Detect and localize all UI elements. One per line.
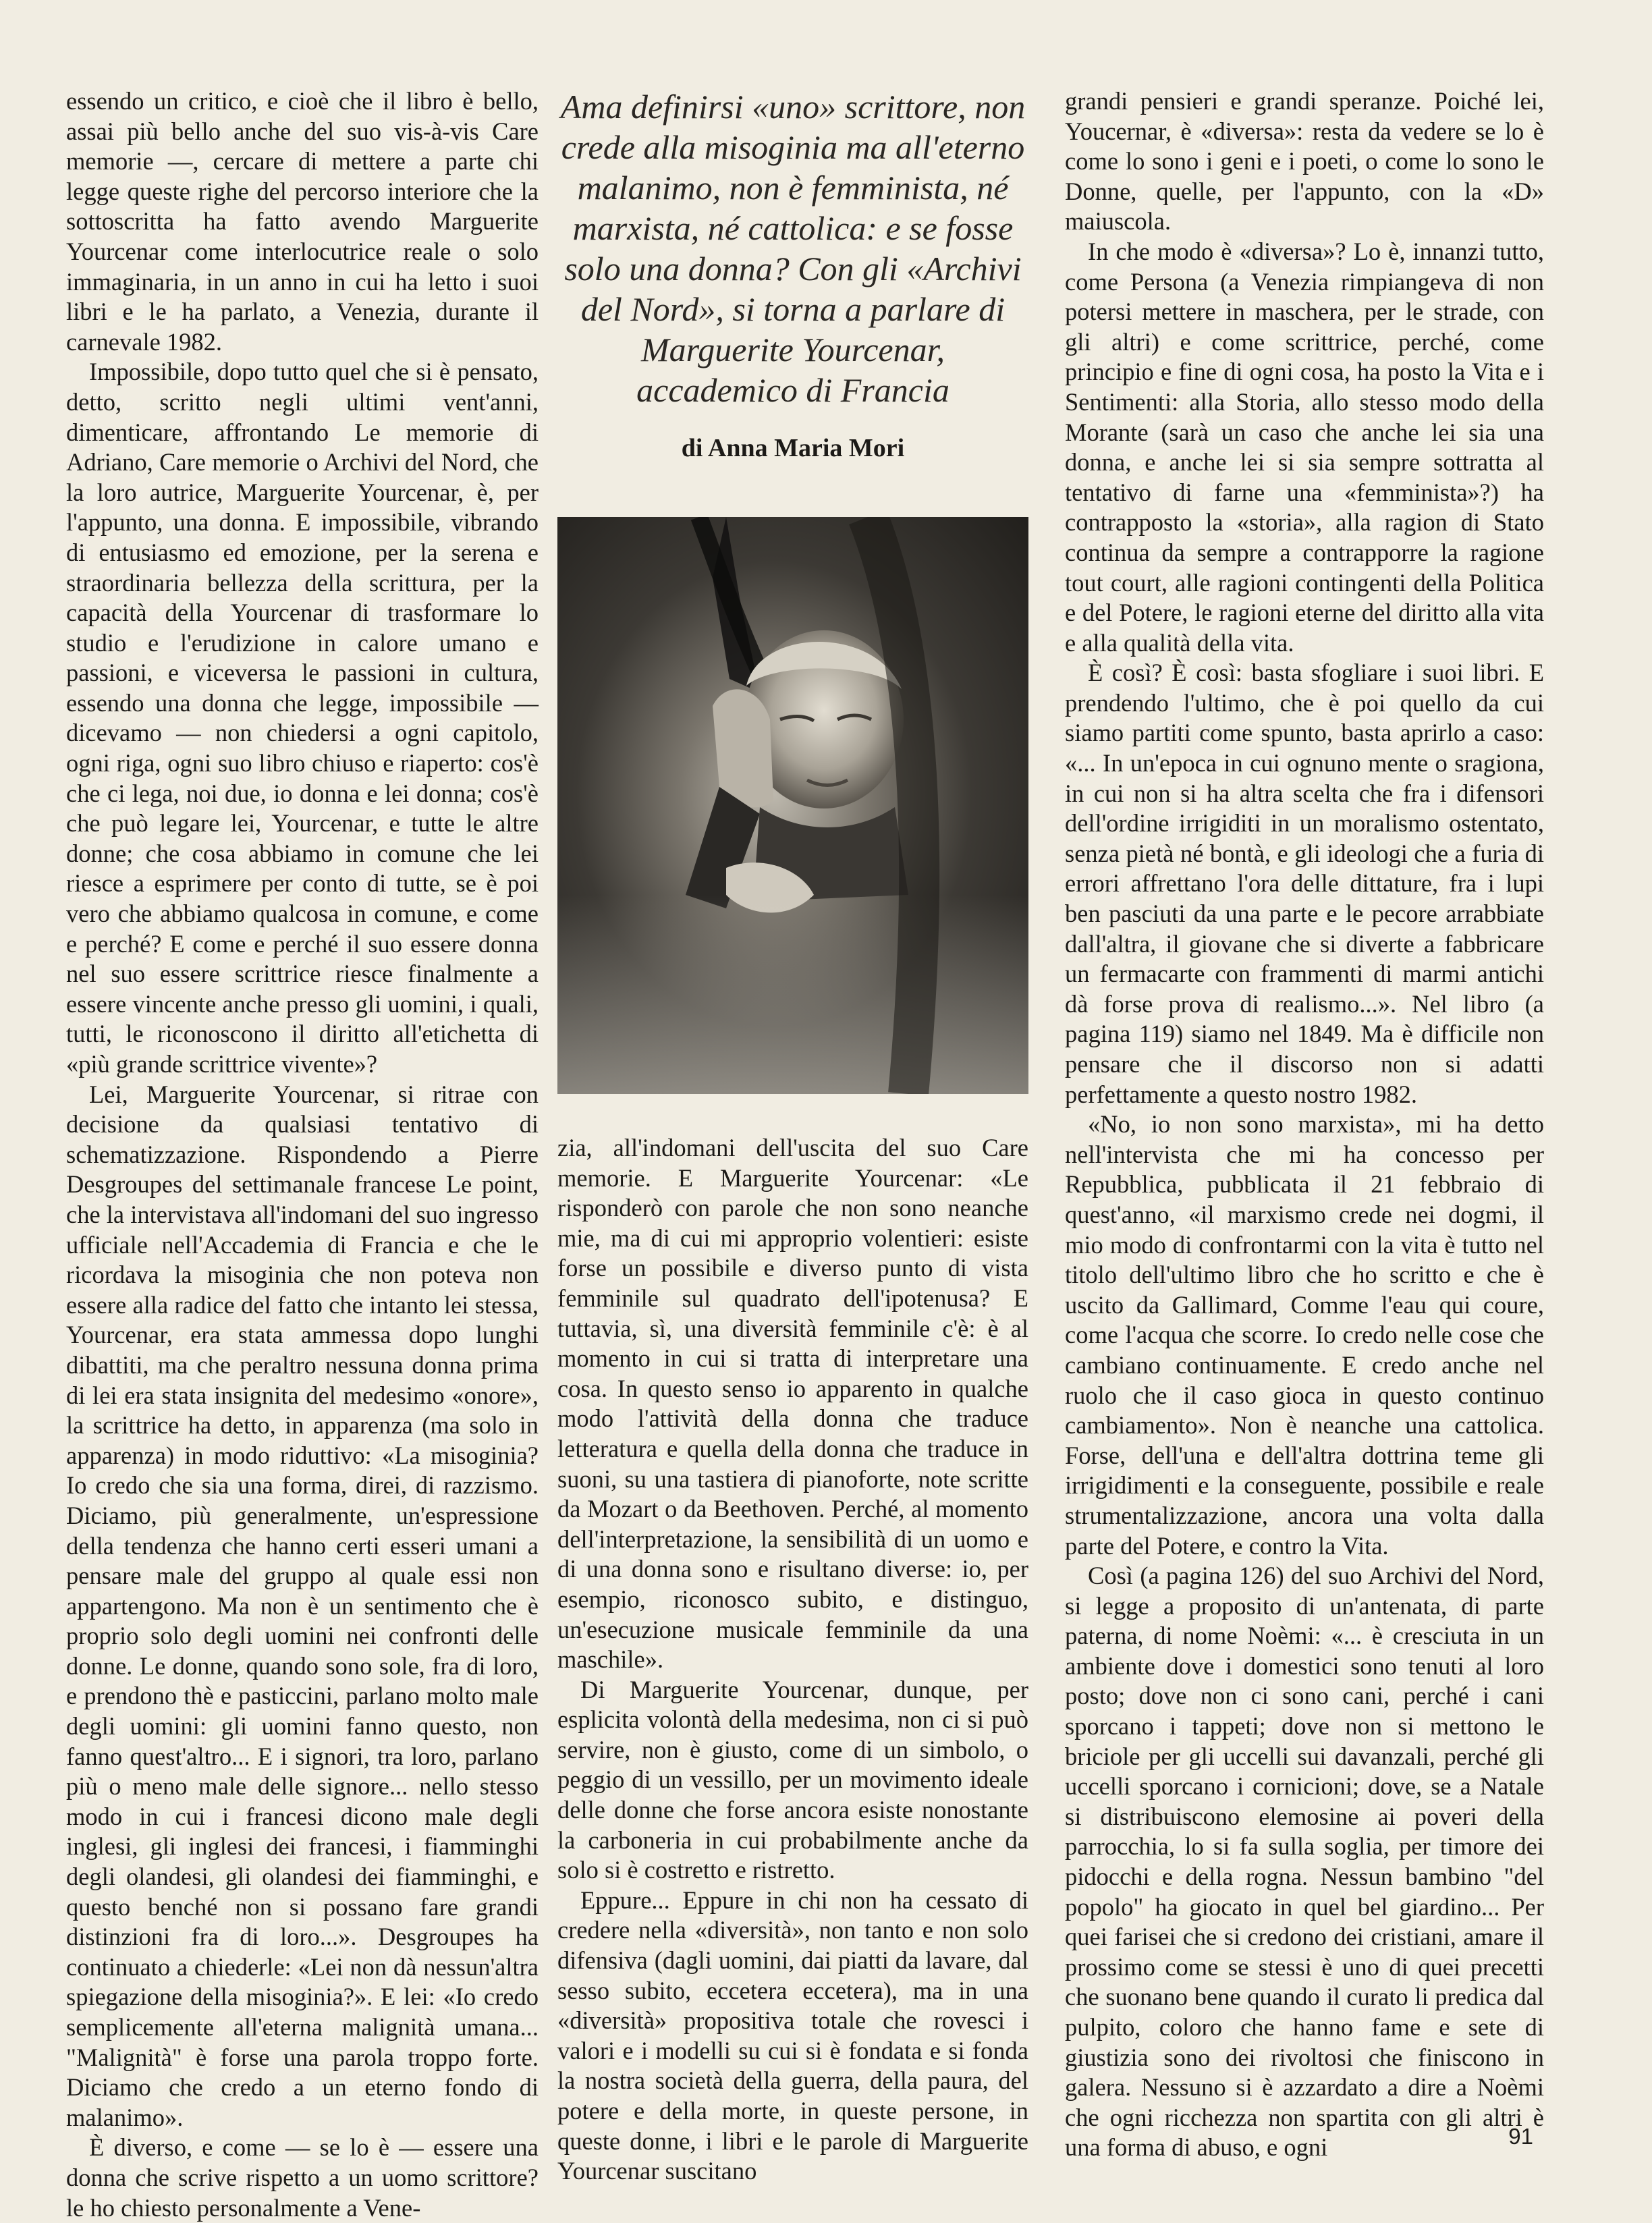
right-column (1065, 86, 1544, 2163)
body-paragraph: Di Marguerite Yourcenar, dunque, per esplicita volontà della medesima, non ci si può servire, non è giusto, come di un simbolo, o peggio di un vessillo, per un movimento ideale delle donne che forse ancora esiste nonostante la carboneria in cui probabilmente anche da solo si è costretto e ristretto. (557, 1675, 1028, 1884)
body-paragraph: zia, all'indomani dell'uscita del suo Care memorie. E Marguerite Yourcenar: «Le risponderò con parole che non sono neanche mie, ma di cui mi approprio volentieri: esiste forse un possibile e diverso punto di vista femminile sul quadrato dell'ipotenusa? E tuttavia, sì, una diversità femminile c'è: è al momento in cui si tratta di interpretare una cosa. In questo senso io apparento in qualche modo l'attività della donna che traduce letteratura e quella della donna che traduce in suoni, su una tastiera di pianoforte, note scritte da Mozart o da Beethoven. Perché, al momento dell'interpretazione, la sensibilità di un uomo e di una donna sono e risultano diverse: io, per esempio, riconosco subito, e distinguo, un'esecuzione musicale femminile da una maschile». (557, 1134, 1028, 1674)
body-paragraph: essendo un critico, e cioè che il libro è bello, assai più bello anche del suo vis-à-vis Care memorie —, cercare di mettere a parte chi legge queste righe del percorso interiore che la sottoscritta ha fatto avendo Marguerite Yourcenar come interlocutrice reale o solo immaginaria, in un anno in cui ha letto i suoi libri e le ha parlato, a Venezia, durante il carnevale 1982. (66, 87, 539, 356)
body-paragraph: È così? È così: basta sfogliare i suoi libri. E prendendo l'ultimo, che è poi quello da cui siamo partiti come spunto, basta aprirlo a caso: «... In un'epoca in cui ognuno mente o sragiona, in cui non si ha altra scelta che fra i difensori dell'ordine irrigiditi in un moralismo ostentato, senza pietà né bontà, e gli ideologi che a furia di errori affrettano l'ora delle dittature, fra i lupi ben pasciuti da una parte e le pecore arrabbiate dall'altra, il giovane che si diverte a fabbricare un fermacarte con frammenti di marmi antichi dà forse prova di realismo...». Nel libro (a pagina 119) siamo nel 1849. Ma è difficile non pensare che il discorso non si adatti perfettamente a questo nostro 1982. (1065, 659, 1544, 1108)
body-paragraph: È diverso, e come — se lo è — essere una donna che scrive rispetto a un uomo scrittore? le ho chiesto personalmente a Vene- (66, 2133, 539, 2222)
middle-text (557, 1133, 1028, 2187)
body-paragraph: Eppure... Eppure in chi non ha cessato di credere nella «diversità», non tanto e non solo difensiva (dagli uomini, dai piatti da lavare, dal sesso subito, eccetera eccetera), ma in una «diversità» propositiva totale che rovesci i valori e i modelli su cui si è fondata e si fonda la nostra società della guerra, della paura, del potere e della morte, in queste persone, in queste donne, i libri e le parole di Marguerite Yourcenar suscitano (557, 1886, 1028, 2185)
article-byline: di Anna Maria Mori (681, 434, 905, 462)
left-column (66, 86, 539, 2223)
body-paragraph: Lei, Marguerite Yourcenar, si ritrae con decisione da qualsiasi tentativo di schematizzazione. Rispondendo a Pierre Desgroupes del settimanale francese Le point, che la intervistava all'indomani del suo ingresso ufficiale nell'Accademia di Francia e che le ricordava la misoginia che non poteva non essere alla radice del fatto che intanto lei stessa, Yourcenar, era stata ammessa dopo lunghi dibattiti, ma che peraltro nessuna donna prima di lei era stata insignita del medesimo «onore», la scrittrice ha detto, in apparenza (ma solo in apparenza) in modo riduttivo: «La misoginia? Io credo che sia una forma, direi, di razzismo. Diciamo, più generalmente, un'espressione della tendenza che hanno certi esseri umani a pensare male del gruppo al quale essi non appartengono. Ma non è un sentimento che è proprio solo degli uomini nei confronti delle donne. Le donne, quando sono sole, fra di loro, e prendono thè e pasticcini, parlano molto male degli uomini: gli uomini fanno questo, non fanno quest'altro... E i signori, tra loro, parlano più o meno male delle signore... nello stesso modo in cui i francesi dicono male degli inglesi, gli inglesi dei francesi, i fiamminghi degli olandesi, gli olandesi dei fiamminghi, e questo benché non si possano fare grandi distinzioni fra di loro...». Desgroupes ha continuato a chiederle: «Lei non dà nessun'altra spiegazione della misoginia?». E lei: «Io credo semplicemente all'eterna malignità umana... "Malignità" è forse una parola troppo forte. Diciamo che credo a un eterno fondo di malanimo». (66, 1080, 539, 2131)
body-paragraph: Impossibile, dopo tutto quel che si è pensato, detto, scritto negli ultimi vent'anni, dimenticare, affrontando Le memorie di Adriano, Care memorie o Archivi del Nord, che la loro autrice, Marguerite Yourcenar, è, per l'appunto, una donna. E impossibile, vibrando di entusiasmo ed emozione, per la serena e straordinaria bellezza della scrittura, per la capacità della Yourcenar di trasformare lo studio e l'erudizione in calore umano e passioni, e viceversa le passioni in cultura, essendo una donna che legge, impossibile — dicevamo — non chiedersi a ogni capitolo, ogni riga, ogni suo libro chiuso e riaperto: cos'è che ci lega, noi due, io donna e lei donna; cos'è che può legare lei, Yourcenar, e tutte le altre donne; che cosa abbiamo in comune che lei riesce a esprimere per conto di tutte, se è poi vero che abbiamo qualcosa in comune, e come e perché? E come e perché il suo essere donna nel suo essere scrittrice riesce finalmente a essere vincente anche presso gli uomini, i quali, tutti, le riconoscono il diritto all'etichetta di «più grande scrittrice vivente»? (66, 358, 539, 1078)
author-photo (557, 517, 1028, 1094)
photo-illustration (557, 517, 1028, 1094)
body-paragraph: In che modo è «diversa»? Lo è, innanzi tutto, come Persona (a Venezia rimpiangeva di non potersi mettere in maschera, per le strade, con gli altri) e come scrittrice, perché, come principio e fine di ogni cosa, ha posto la Vita e i Sentimenti: alla Storia, allo stesso modo della Morante (sarà un caso che anche lei sia una donna, e anche lei si sia sempre sottratta al tentativo di farne una «femminista»?) ha contrapposto la «storia», alla ragion di Stato continua da sempre a contrapporre la ragione tout court, alle ragioni contingenti della Politica e del Potere, le ragioni eterne del diritto alla vita e alla qualità della vita. (1065, 237, 1544, 657)
body-paragraph: Così (a pagina 126) del suo Archivi del Nord, si legge a proposito di un'antenata, di parte paterna, di nome Noèmi: «... è cresciuta in un ambiente dove i domestici sono tenuti al loro posto; dove non ci sono cani, perché i cani sporcano i tappeti; dove non si mettono le briciole per gli uccelli sui davanzali, perché gli uccelli sporcano i cornicioni; dove, se a Natale si distribuiscono elemosine ai poveri della parrocchia, lo si fa sulla soglia, per timore dei pidocchi e della rogna. Nessun bambino "del popolo" ha giocato in quel bel giardino... Per quei farisei che si credono dei cristiani, amare il prossimo come se stessi è uno di quei precetti che suonano bene quando il curato li predica dal pulpito, coloro che hanno fame e sete di giustizia sono dei rivoltosi che finiscono in galera. Nessuno si è azzardato a dire a Noèmi che ogni ricchezza non spartita con gli altri è una forma di abuso, e ogni (1065, 1562, 1544, 2162)
page-number: 91 (1508, 2124, 1533, 2149)
article-headline: Ama definirsi «uno» scrittore, non crede alla misoginia ma all'eterno malanimo, non è femminista, né marxista, né cattolica: e se fosse solo una donna? Con gli «Archivi del Nord», si torna a parlare di Marguerite Yourcenar, accademico di Francia (560, 88, 1026, 409)
body-paragraph: grandi pensieri e grandi speranze. Poiché lei, Youcernar, è «diversa»: resta da vedere se lo è come lo sono i geni e i poeti, o come lo sono le Donne, quelle, per l'appunto, con la «D» maiuscola. (1065, 87, 1544, 236)
body-paragraph: «No, io non sono marxista», mi ha detto nell'intervista che mi ha concesso per Repubblica, pubblicata il 21 febbraio di quest'anno, «il marxismo crede nei dogmi, il mio modo di confrontarmi con la vita è tutto nel titolo dell'ultimo libro che ho scritto e che è uscito da Gallimard, Comme l'eau qui coure, come l'acqua che scorre. Io credo nelle cose che cambiano continuamente. E credo anche nel ruolo che il caso gioca in questo continuo cambiamento». Non è neanche una cattolica. Forse, dell'una e dell'altra dottrina teme gli irrigidimenti e la conseguente, possibile e reale strumentalizzazione, ancora una volta dalla parte del Potere, e contro la Vita. (1065, 1110, 1544, 1560)
middle-column (557, 86, 1028, 2187)
